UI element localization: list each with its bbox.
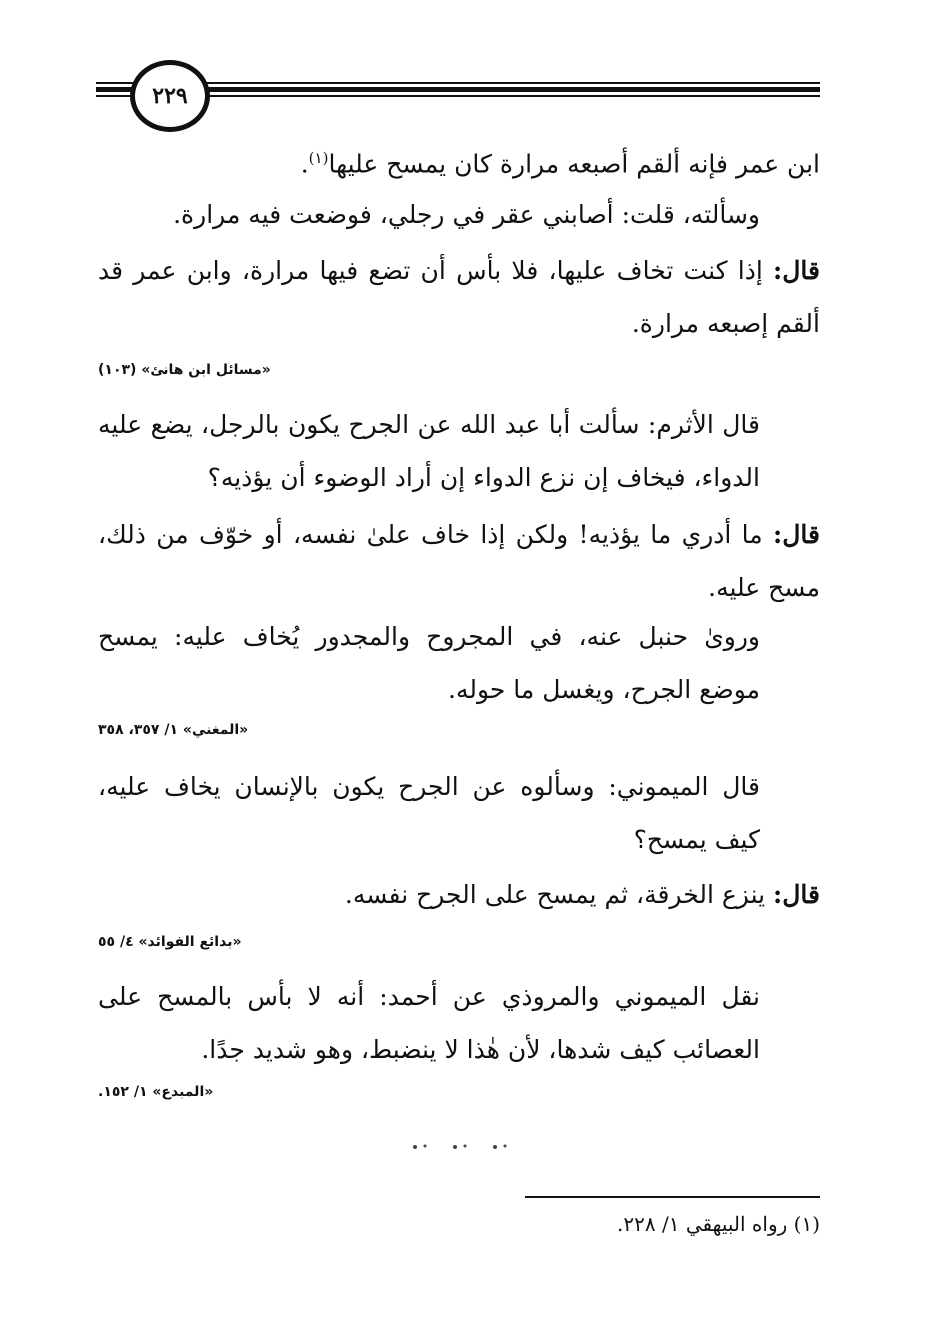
footnote-rule — [525, 1196, 820, 1198]
paragraph-9 — [98, 970, 820, 1076]
source-citation: «المبدع» ١/ ١٥٢. — [98, 1084, 214, 1100]
paragraph-text: وسألته، قلت: أصابني عقر في رجلي، فوضعت فيه مرارة. — [173, 200, 760, 229]
paragraph-text: ابن عمر فإنه ألقم أصبعه مرارة كان يمسح عليها — [328, 149, 820, 179]
qala-label: قال: — [773, 880, 820, 909]
page-header — [96, 58, 820, 128]
qala-label: قال: — [773, 256, 820, 285]
paragraph-8 — [98, 868, 820, 921]
paragraph-4 — [98, 398, 820, 504]
qala-label: قال: — [773, 520, 820, 549]
paragraph-text: ينزع الخرقة، ثم يمسح على الجرح نفسه. — [344, 880, 774, 909]
paragraph-text: قال الأثرم: سألت أبا عبد الله عن الجرح يكون بالرجل، يضع عليه الدواء، فيخاف إن نزع الدواء إن أراد الوضوء أن يؤذيه؟ — [98, 410, 760, 492]
paragraph-text: ما أدري ما يؤذيه! ولكن إذا خاف علىٰ نفسه، أو خوّف من ذلك، مسح عليه. — [98, 520, 820, 602]
footnote: (١) رواه البيهقي ١/ ٢٢٨. — [617, 1212, 820, 1236]
paragraph-5 — [98, 508, 820, 614]
page-number: ٢٢٩ — [130, 60, 210, 132]
footnote-marker: (١) — [308, 149, 329, 167]
paragraph-end: . — [300, 149, 309, 179]
ornament-icon — [395, 1140, 535, 1154]
paragraph-1 — [98, 132, 820, 190]
paragraph-text: إذا كنت تخاف عليها، فلا بأس أن تضع فيها مرارة، وابن عمر قد ألقم إصبعه مرارة. — [98, 256, 820, 338]
paragraph-3 — [98, 244, 820, 350]
source-citation: «مسائل ابن هانئ» (١٠٣) — [98, 362, 271, 378]
source-citation: «بدائع الفوائد» ٤/ ٥٥ — [98, 934, 242, 950]
section-ornament — [395, 1140, 535, 1157]
paragraph-7 — [98, 760, 820, 866]
paragraph-text: قال الميموني: وسألوه عن الجرح يكون بالإنسان يخاف عليه، كيف يمسح؟ — [98, 772, 760, 854]
paragraph-text: ورویٰ حنبل عنه، في المجروح والمجدور يُخاف عليه: يمسح موضع الجرح، ويغسل ما حوله. — [98, 622, 760, 704]
source-citation: «المغني» ١/ ٣٥٧، ٣٥٨ — [98, 722, 249, 738]
paragraph-2 — [98, 188, 820, 241]
paragraph-text: نقل الميموني والمروذي عن أحمد: أنه لا بأس بالمسح على العصائب كيف شدها، لأن هٰذا لا ينضبط، وهو شديد جدًا. — [98, 982, 760, 1064]
paragraph-6 — [98, 610, 820, 716]
